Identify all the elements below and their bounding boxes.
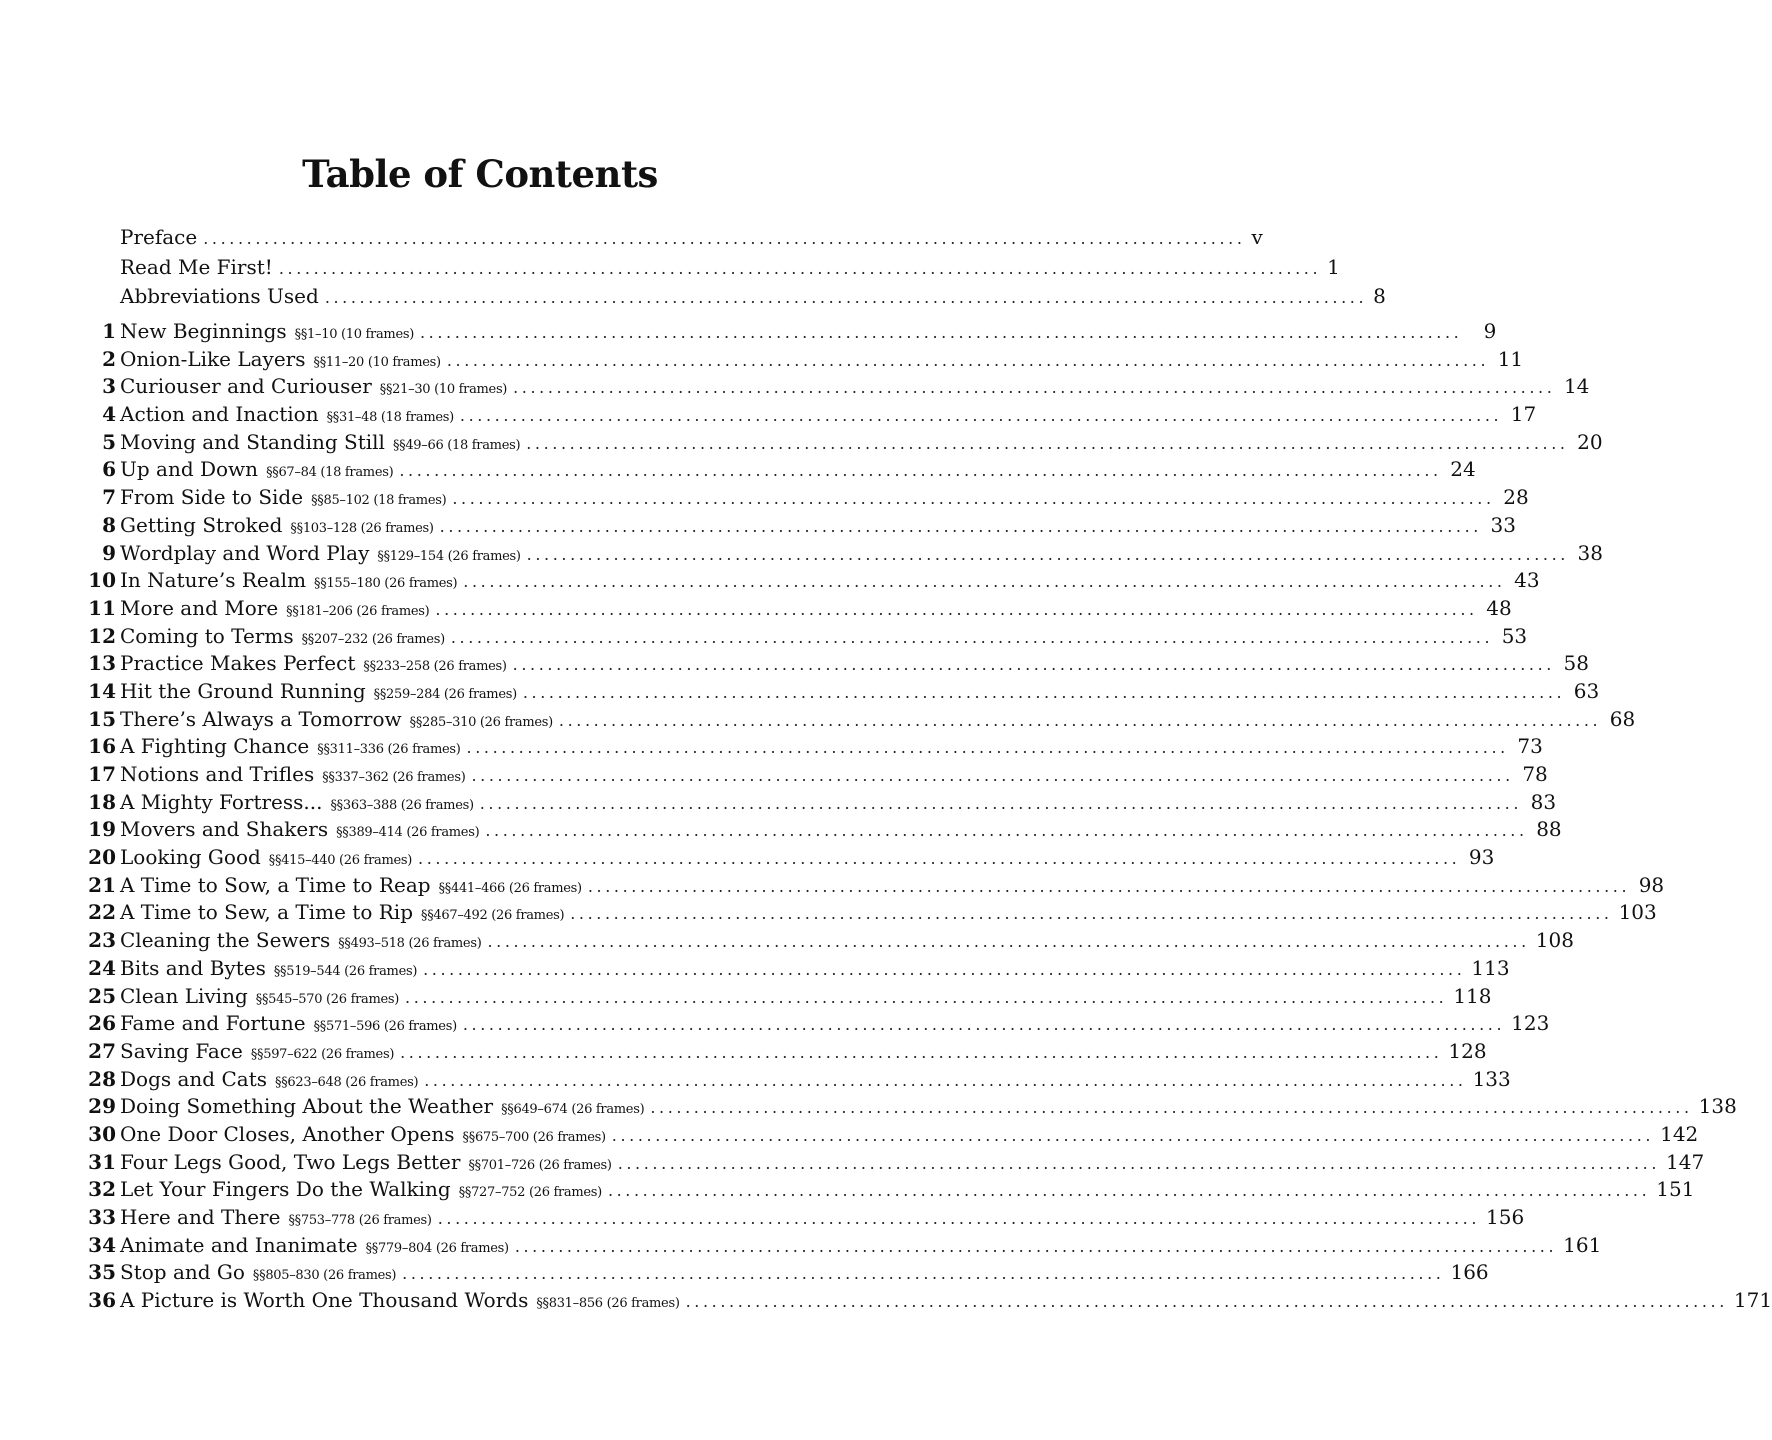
chapter-title: Getting Stroked [120, 512, 283, 537]
dot-leader: ........................................................................................................................ [607, 1181, 1651, 1201]
chapter-title: Curiouser and Curiouser [120, 374, 372, 399]
chapter-page: 38 [1577, 540, 1603, 565]
chapter-number: 8 [102, 512, 116, 537]
dot-leader: ........................................................................................................................ [462, 1015, 1506, 1035]
dot-leader: ........................................................................................................................ [471, 766, 1514, 785]
chapter-title: A Fighting Chance [120, 734, 310, 759]
chapter-page: 161 [1563, 1232, 1602, 1257]
chapter-title: Wordplay and Word Play [120, 540, 370, 565]
chapter-page: 138 [1698, 1094, 1737, 1119]
dot-leader: ........................................................................................................................ [405, 987, 1448, 1007]
chapter-entry[interactable] [80, 955, 1510, 983]
dot-leader: ........................................................................................................................ [439, 516, 1482, 536]
chapter-page: 108 [1535, 928, 1574, 953]
dot-leader: ........................................................................................................................ [420, 323, 1463, 342]
chapter-page: 156 [1486, 1205, 1525, 1229]
chapter-page: 48 [1486, 595, 1512, 620]
chapter-number: 20 [88, 845, 116, 870]
chapter-entry[interactable] [80, 623, 1528, 651]
chapter-title: A Time to Sew, a Time to Rip [120, 900, 413, 925]
chapter-entry[interactable] [80, 429, 1603, 457]
chapter-number: 34 [88, 1232, 116, 1257]
frame-range: §§11–20 (10 frames) [313, 354, 441, 370]
frame-range: §§155–180 (26 frames) [314, 576, 458, 592]
frame-range: §§571–596 (26 frames) [313, 1019, 457, 1035]
chapter-entry[interactable] [80, 1259, 1489, 1287]
chapter-number: 35 [88, 1260, 116, 1285]
chapter-entry[interactable] [80, 983, 1492, 1011]
chapter-number: 32 [88, 1177, 116, 1202]
chapter-title: Looking Good [120, 845, 261, 870]
dot-leader: ........................................................................................................................ [452, 489, 1495, 509]
chapter-title: Animate and Inanimate [120, 1232, 358, 1257]
entry-title: Preface [120, 225, 198, 249]
entry-page: v [1251, 225, 1263, 249]
chapter-entry[interactable] [80, 1287, 1772, 1315]
frame-range: §§181–206 (26 frames) [286, 603, 430, 619]
frame-range: §§389–414 (26 frames) [336, 825, 480, 841]
dot-leader: ........................................................................................................................ [487, 932, 1530, 952]
dot-leader: ........................................................................................................................ [463, 572, 1506, 592]
toc-entry[interactable] [120, 222, 1263, 253]
chapter-number: 25 [88, 983, 116, 1008]
chapter-number: 2 [102, 346, 116, 371]
frame-range: §§67–84 (18 frames) [266, 465, 394, 481]
chapter-page: 171 [1733, 1288, 1772, 1313]
chapter-title: Practice Makes Perfect [120, 651, 356, 676]
chapter-page: 78 [1522, 762, 1548, 786]
chapter-title: A Picture is Worth One Thousand Words [120, 1288, 529, 1313]
chapter-number: 9 [102, 540, 116, 565]
front-matter-list [120, 222, 1386, 311]
entry-page: 1 [1327, 255, 1340, 279]
chapter-title: Fame and Fortune [120, 1011, 306, 1036]
frame-range: §§467–492 (26 frames) [421, 908, 565, 924]
chapter-number: 27 [88, 1038, 116, 1063]
chapter-page: 128 [1448, 1038, 1487, 1063]
chapter-page: 53 [1501, 623, 1528, 648]
chapter-title: Onion-Like Layers [120, 346, 306, 371]
chapter-number: 31 [88, 1149, 116, 1174]
chapter-page: 20 [1577, 429, 1603, 454]
chapter-entry[interactable] [80, 789, 1557, 817]
chapter-page: 98 [1638, 872, 1665, 897]
dot-leader: ........................................................................................................................ [400, 1042, 1443, 1062]
frame-range: §§363–388 (26 frames) [330, 797, 474, 813]
chapter-title: There’s Always a Tomorrow [120, 706, 402, 731]
chapter-entry[interactable] [80, 899, 1657, 927]
frame-range: §§597–622 (26 frames) [250, 1046, 395, 1062]
chapter-page: 103 [1618, 900, 1657, 925]
chapter-page: 83 [1530, 789, 1557, 814]
dot-leader: ........................................................................................................................ [324, 288, 1368, 307]
frame-range: §§545–570 (26 frames) [255, 991, 400, 1007]
chapter-title: Four Legs Good, Two Legs Better [120, 1149, 461, 1174]
chapter-number: 16 [88, 734, 116, 759]
dot-leader: ........................................................................................................................ [479, 793, 1523, 813]
chapter-page: 68 [1609, 706, 1636, 731]
chapter-number: 5 [102, 429, 116, 454]
dot-leader: ........................................................................................................................ [587, 876, 1631, 896]
dot-leader: ........................................................................................................................ [466, 738, 1509, 758]
chapter-entry[interactable] [80, 761, 1548, 789]
chapter-number: 14 [88, 678, 116, 703]
dot-leader: ........................................................................................................................ [203, 229, 1246, 248]
frame-range: §§337–362 (26 frames) [322, 770, 466, 785]
dot-leader: ........................................................................................................................ [526, 433, 1569, 453]
dot-leader: ........................................................................................................................ [513, 378, 1556, 398]
entry-page: 8 [1373, 284, 1386, 308]
chapter-page: 11 [1497, 346, 1524, 371]
chapter-entry[interactable] [80, 456, 1476, 484]
frame-range: §§31–48 (18 frames) [326, 410, 454, 426]
dot-leader: ........................................................................................................................ [617, 1153, 1660, 1173]
dot-leader: ........................................................................................................................ [514, 1236, 1558, 1256]
frame-range: §§415–440 (26 frames) [268, 853, 413, 869]
frame-range: §§753–778 (26 frames) [288, 1213, 432, 1228]
frame-range: §§493–518 (26 frames) [338, 936, 482, 952]
chapter-number: 1 [102, 319, 116, 343]
page-title: Table of Contents [302, 152, 658, 196]
frame-range: §§649–674 (26 frames) [501, 1102, 645, 1118]
chapter-entry[interactable] [80, 567, 1540, 595]
chapter-list [80, 318, 1772, 1315]
chapter-title: Coming to Terms [120, 623, 294, 648]
chapter-page: 43 [1514, 568, 1540, 593]
chapter-entry[interactable] [80, 1204, 1525, 1232]
chapter-page: 33 [1490, 512, 1516, 537]
chapter-number: 18 [88, 789, 116, 814]
dot-leader: ........................................................................................................................ [399, 461, 1442, 481]
frame-range: §§285–310 (26 frames) [409, 714, 553, 730]
dot-leader: ........................................................................................................................ [424, 1070, 1467, 1090]
chapter-number: 7 [102, 485, 116, 510]
chapter-page: 28 [1503, 485, 1529, 510]
chapter-entry[interactable] [80, 1038, 1487, 1066]
chapter-page: 14 [1563, 374, 1590, 399]
dot-leader: ........................................................................................................................ [435, 599, 1478, 619]
chapter-title: A Mighty Fortress... [120, 789, 323, 814]
chapter-page: 133 [1472, 1066, 1511, 1091]
chapter-entry[interactable] [80, 595, 1512, 623]
chapter-number: 24 [88, 955, 116, 980]
chapter-page: 93 [1468, 845, 1495, 870]
chapter-page: 58 [1563, 651, 1589, 676]
frame-range: §§727–752 (26 frames) [458, 1185, 602, 1201]
frame-range: §§129–154 (26 frames) [377, 548, 521, 564]
chapter-entry[interactable] [80, 678, 1600, 706]
chapter-entry[interactable] [80, 1176, 1695, 1204]
chapter-entry[interactable] [80, 512, 1516, 540]
chapter-title: Dogs and Cats [120, 1066, 267, 1091]
chapter-title: More and More [120, 595, 279, 620]
chapter-entry[interactable] [80, 706, 1636, 734]
dot-leader: ........................................................................................................................ [485, 821, 1528, 841]
chapter-title: New Beginnings [120, 319, 287, 343]
chapter-title: One Door Closes, Another Opens [120, 1121, 455, 1146]
chapter-entry[interactable] [80, 540, 1603, 568]
frame-range: §§85–102 (18 frames) [311, 493, 447, 509]
dot-leader: ........................................................................................................................ [437, 1209, 1481, 1228]
chapter-entry[interactable] [80, 1121, 1699, 1149]
frame-range: §§311–336 (26 frames) [317, 742, 461, 758]
chapter-number: 15 [88, 706, 116, 731]
frame-range: §§441–466 (26 frames) [438, 880, 582, 896]
chapter-number: 6 [102, 457, 116, 482]
chapter-title: Cleaning the Sewers [120, 928, 331, 953]
frame-range: §§207–232 (26 frames) [301, 631, 445, 647]
chapter-page: 118 [1453, 983, 1492, 1008]
chapter-entry[interactable] [80, 650, 1589, 678]
chapter-title: Let Your Fingers Do the Walking [120, 1177, 451, 1202]
dot-leader: ........................................................................................................................ [526, 544, 1569, 564]
chapter-entry[interactable] [80, 1149, 1705, 1177]
chapter-number: 17 [88, 762, 116, 786]
dot-leader: ........................................................................................................................ [611, 1125, 1655, 1145]
chapter-entry[interactable] [80, 1232, 1602, 1260]
chapter-number: 28 [88, 1066, 116, 1091]
chapter-title: Saving Face [120, 1038, 243, 1063]
chapter-page: 151 [1656, 1177, 1695, 1202]
chapter-page: 63 [1573, 678, 1600, 703]
chapter-entry[interactable] [80, 318, 1497, 346]
chapter-number: 12 [88, 623, 116, 648]
chapter-number: 13 [88, 651, 116, 676]
chapter-title: In Nature’s Realm [120, 568, 307, 593]
chapter-number: 10 [88, 568, 116, 593]
dot-leader: ........................................................................................................................ [418, 849, 1461, 869]
frame-range: §§831–856 (26 frames) [536, 1296, 680, 1312]
chapter-number: 11 [88, 595, 116, 620]
chapter-number: 33 [88, 1205, 116, 1229]
frame-range: §§259–284 (26 frames) [373, 686, 517, 702]
chapter-page: 24 [1450, 457, 1476, 482]
frame-range: §§49–66 (18 frames) [392, 437, 521, 453]
chapter-title: Notions and Trifles [120, 762, 315, 786]
frame-range: §§233–258 (26 frames) [363, 659, 507, 675]
frame-range: §§21–30 (10 frames) [379, 382, 508, 398]
chapter-number: 22 [88, 900, 116, 925]
chapter-number: 30 [88, 1121, 116, 1146]
chapter-entry[interactable] [80, 1010, 1550, 1038]
chapter-page: 113 [1471, 955, 1510, 980]
chapter-title: Clean Living [120, 983, 248, 1008]
frame-range: §§103–128 (26 frames) [290, 520, 434, 536]
frame-range: §§779–804 (26 frames) [365, 1240, 509, 1256]
chapter-entry[interactable] [80, 844, 1495, 872]
chapter-entry[interactable] [80, 733, 1543, 761]
dot-leader: ........................................................................................................................ [558, 710, 1602, 730]
chapter-title: A Time to Sow, a Time to Reap [120, 872, 431, 897]
chapter-entry[interactable] [80, 1093, 1737, 1121]
chapter-number: 4 [102, 402, 116, 427]
chapter-number: 26 [88, 1011, 116, 1036]
chapter-number: 21 [88, 872, 116, 897]
chapter-entry[interactable] [80, 927, 1574, 955]
chapter-page: 142 [1660, 1121, 1699, 1146]
chapter-page: 88 [1536, 817, 1562, 842]
chapter-title: Stop and Go [120, 1260, 245, 1285]
dot-leader: ........................................................................................................................ [459, 406, 1503, 426]
entry-title: Read Me First! [120, 255, 273, 279]
chapter-number: 29 [88, 1094, 116, 1119]
chapter-number: 36 [88, 1288, 116, 1313]
chapter-entry[interactable] [80, 816, 1562, 844]
frame-range: §§1–10 (10 frames) [294, 327, 414, 342]
dot-leader: ........................................................................................................................ [423, 959, 1466, 979]
chapter-page: 73 [1517, 734, 1543, 759]
chapter-page: 166 [1450, 1260, 1489, 1285]
chapter-title: Hit the Ground Running [120, 678, 366, 703]
chapter-entry[interactable] [80, 346, 1524, 374]
chapter-page: 9 [1483, 319, 1497, 343]
chapter-number: 19 [88, 817, 116, 842]
dot-leader: ........................................................................................................................ [278, 259, 1322, 278]
dot-leader: ........................................................................................................................ [570, 904, 1613, 924]
chapter-entry[interactable] [80, 401, 1537, 429]
chapter-entry[interactable] [80, 1066, 1511, 1094]
chapter-title: Moving and Standing Still [120, 429, 385, 454]
entry-title: Abbreviations Used [120, 284, 319, 308]
chapter-title: Doing Something About the Weather [120, 1094, 494, 1119]
frame-range: §§623–648 (26 frames) [275, 1074, 419, 1090]
chapter-title: Bits and Bytes [120, 955, 266, 980]
frame-range: §§701–726 (26 frames) [468, 1157, 612, 1173]
toc-entry[interactable] [120, 282, 1386, 311]
dot-leader: ........................................................................................................................ [446, 350, 1490, 370]
dot-leader: ........................................................................................................................ [450, 627, 1494, 647]
chapter-page: 147 [1666, 1149, 1705, 1174]
chapter-page: 17 [1510, 402, 1537, 427]
frame-range: §§675–700 (26 frames) [462, 1129, 606, 1145]
frame-range: §§805–830 (26 frames) [252, 1268, 397, 1284]
dot-leader: ........................................................................................................................ [650, 1098, 1693, 1118]
chapter-title: From Side to Side [120, 485, 304, 510]
dot-leader: ........................................................................................................................ [685, 1292, 1728, 1312]
toc-entry[interactable] [120, 253, 1340, 282]
chapter-title: Action and Inaction [120, 402, 319, 427]
chapter-title: Here and There [120, 1205, 281, 1229]
frame-range: §§519–544 (26 frames) [273, 963, 418, 979]
chapter-number: 3 [102, 374, 116, 399]
dot-leader: ........................................................................................................................ [522, 682, 1566, 702]
chapter-title: Movers and Shakers [120, 817, 329, 842]
chapter-entry[interactable] [80, 872, 1665, 900]
dot-leader: ........................................................................................................................ [512, 655, 1555, 675]
chapter-number: 23 [88, 928, 116, 953]
chapter-title: Up and Down [120, 457, 259, 482]
chapter-page: 123 [1511, 1011, 1550, 1036]
dot-leader: ........................................................................................................................ [402, 1264, 1445, 1284]
chapter-entry[interactable] [80, 484, 1529, 512]
chapter-entry[interactable] [80, 373, 1590, 401]
